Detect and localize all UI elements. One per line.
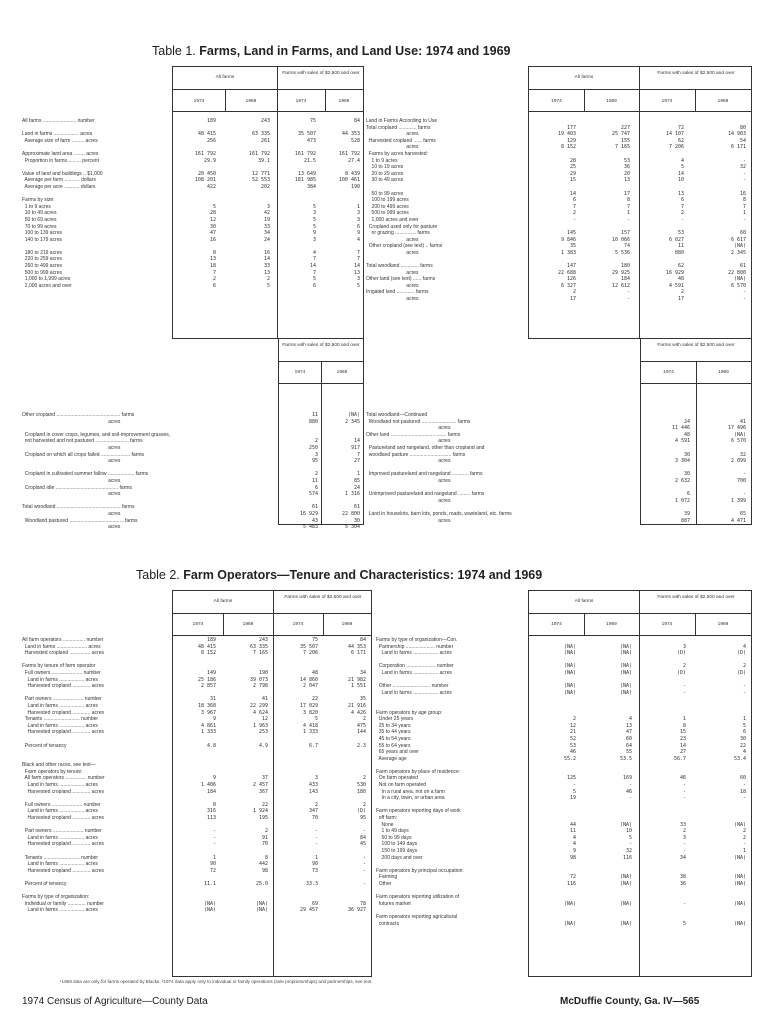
- t1lr-hdr-y74: 1974: [663, 370, 674, 375]
- t1-left-s74: 75 35 507 473 161 792 21.5 13 649 181 985 384 5 3 5 5 9 3 4 7 14 7 5 6: [294, 118, 316, 289]
- t2-hdr-y74s: 1974: [292, 622, 304, 627]
- t2-hdr-sales: Farms with sales of $2,500 and over: [284, 595, 362, 600]
- t1lr-hdr-y69: 1969: [718, 370, 729, 375]
- t1-left-s69: 84 44 353 528 161 792 27.4 8 439 100 461 190 1 3 3 6 9 4 7 7 14 13 3 5: [338, 118, 360, 289]
- t1ll-hdr-y74: 1974: [294, 370, 306, 375]
- t2r-hdr-all: All farms: [574, 599, 594, 604]
- table1-left-header: [172, 66, 364, 112]
- t2-right-s74: 3 (D) 2 (D) - - 1 8 15 23 14 27 56.7 46 - - - 33 2 3 - - 34 38 36 - 5: [673, 643, 686, 927]
- t1-lower-left-s74: 11 880 2 250 3 95 2 11 6 574 61 16 929 43 5 483: [299, 412, 318, 531]
- t2r-hdr-y74s: 1974: [661, 622, 673, 627]
- t2-right-a74: (NA) (NA) (NA) (NA) (NA) (NA) 2 12 21 52 53 46 55.2 125 - 5 19 44 11 4 4 9 98 72 116 (NA) (NA): [563, 643, 576, 927]
- t1-left-a74: 189 48 415 256 161 792 29.9 20 450 108 201 422 5 28 12 30 47 16 8 13 18 7 2 6: [194, 118, 216, 289]
- table2-number: Table 2.: [136, 568, 180, 582]
- t1-lower-right-s69: 41 17 496 (NA) 6 570 32 2 099 - 700 - 1 399 65 4 471: [727, 418, 746, 524]
- t1r-hdr-y69s: 1969: [717, 99, 729, 104]
- t1r-hdr-y69a: 1969: [606, 99, 617, 104]
- t1r-hdr-sales: Farms with sales of $2,500 and over: [657, 71, 735, 76]
- footer-publication: 1974 Census of Agriculture—County Data: [22, 996, 208, 1007]
- table1-title-text: Farms, Land in Farms, and Land Use: 1974 and 1969: [199, 44, 511, 58]
- t2-hdr-y74a: 1974: [192, 622, 204, 627]
- t2-hdr-all: All farms: [213, 599, 233, 604]
- t1-right-a74: 177 19 403 129 8 152 28 25 29 15 14 6 7 2 - 145 9 846 35 1 383 147 22 688 126 6 327 2 17: [557, 124, 576, 303]
- t1-hdr-y74s: 1974: [295, 99, 307, 104]
- footer-county-page: McDuffie County, Ga. IV—565: [560, 996, 700, 1007]
- t1ll-hdr-sales: Farms with sales of $2,500 and over: [282, 343, 360, 348]
- t1-hdr-all: All farms: [215, 75, 235, 80]
- t1-right-labels: Land in Farms According to Use Total cropland ............. farms acres Harvested cropland ...... farms acres Farms by acres harvested: 1 to 9 acres 10 to 19 acres 20 to 29 acres 30 to 49 acres 50 to 99 acres 100 to 199 acres 200 to 499 acres 500 to 999 acres 1,000 acres and over Cropland used only for pasture or grazing ............... farms acres Other cropland (see text) .. farms acres Total woodland ............. farms acres Other land (see text) ...... farms acres Irrigated land ............. farms acres: [366, 118, 443, 303]
- t1-hdr-y74a: 1974: [193, 99, 205, 104]
- t1-lower-left-s69: (NA) 2 345 14 917 7 27 1 85 24 1 316 61 22 800 30 5 304: [341, 412, 360, 531]
- table2-left-header: [172, 590, 372, 636]
- t2-left-s69: 84 44 353 6 171 34 21 982 1 551 35 21 916 4 426 2 475 144 2.3 2 530 180 2 (D) 95 - 84 45 - - - - 78 36 927: [347, 637, 366, 914]
- t2-right-a69: (NA) (NA) (NA) (NA) (NA) (NA) 4 13 47 60 64 55 53.5 169 - 46 - (NA) 10 5 - 32 116 (NA) (NA) (NA) (NA): [619, 643, 632, 927]
- table2-right-header: [528, 590, 752, 636]
- t2-left-s74: 75 35 507 7 206 48 14 860 2 047 22 17 029 3 820 5 4 418 1 333 6.7 3 433 143 2 347 70 - - - 1 90 73 33.3 69 29 457: [299, 637, 318, 914]
- table1-title: [152, 44, 510, 58]
- t1-hdr-y69a: 1969: [245, 99, 257, 104]
- t2r-hdr-y69a: 1969: [606, 622, 617, 627]
- t2-left-a69: 243 63 335 7 165 190 39 073 2 798 41 22 299 4 624 12 1 963 253 4.9 37 2 457 367 22 1 924 195 2 91 70 8 442 98 25.0 (NA) (NA): [249, 637, 268, 914]
- t1lr-hdr-sales: Farms with sales of $2,500 and over: [657, 343, 735, 348]
- t2-left-a74: 189 48 415 8 152 149 25 186 2 857 31 18 368 3 967 9 4 861 1 333 4.8 9 1 406 184 8 316 113 - - - 1 90 72 11.1 (NA) (NA): [197, 637, 216, 914]
- t2-hdr-y69s: 1969: [341, 622, 353, 627]
- t1r-hdr-y74a: 1974: [551, 99, 562, 104]
- t2r-hdr-sales: Farms with sales of $2,500 and over: [657, 595, 735, 600]
- t1-left-a69: 243 63 335 261 161 792 39.1 12 771 52 553 202 3 42 19 33 34 24 16 14 33 13 2 5: [248, 118, 270, 289]
- t1-lower-right-labels: Total woodland—Continued Woodland not pastured ......................... farms acres Other land ........................................ farms acres Pastureland and rangeland, other than cropland and woodland pasture .............................. farms acres Improved pastureland and rangeland ............ farms acres Unimproved pastureland and rangeland ......... farms acres Land in houselots, barn lots, ponds, roads, wasteland, etc. farms acres: [366, 412, 512, 524]
- t1r-hdr-y74s: 1974: [661, 99, 673, 104]
- t1ll-hdr-y69: 1969: [336, 370, 348, 375]
- t2-right-s69: 4 (D) 2 (D) - - 1 5 6 30 22 4 53.4 60 - 18 - (NA) 2 2 - 1 (NA) (NA) (NA) (NA) (NA): [733, 643, 746, 927]
- t2-left-labels: All farm operators ................ number Land in farms ...................... acres Harvested cropland ............... acres Farms by tenure of farm operator Full owners ...................... number Land in farms .................. acres Harvested cropland ............. acres Part owners ...................... number Land in farms .................. acres Harvested cropland ............. acres Tenants .......................... number Land in farms .................. acres Harvested cropland ............. acres Percent of tenancy Black and other races, see text— Farm operators by tenure: All farm operators ............... number Land in farms .................. acres Harvested cropland ............. acres Full owners ...................... number Land in farms .................. acres Harvested cropland ............. acres Part owners ...................... number Land in farms .................. acres Harvested cropland ............. acres Tenants .......................... number Land in farms .................. acres Harvested cropland ............. acres Percent of tenancy Farms by type of organization: Individual or family ............. number Land in farms .................. acres: [22, 637, 105, 914]
- t1-right-s69: 80 14 903 54 6 171 - 32 - - 16 8 7 1 - 60 6 617 (NA) 2 345 61 22 800 (NA) 6 570 - -: [727, 124, 746, 303]
- t1r-hdr-all: All farms: [574, 75, 594, 80]
- table2-title: [136, 568, 542, 582]
- t1-lower-right-s74: 24 11 446 48 4 591 30 3 304 30 2 632 6 1 072 39 887: [671, 418, 690, 524]
- t2r-hdr-y74a: 1974: [551, 622, 562, 627]
- table2-footnote: ¹1969 data are only for farms operated by Blacks. ²1974 data apply only to individual or family operations (sole proprietorships) and partnerships, see text.: [60, 979, 373, 984]
- table1-lower-right-header: [640, 338, 752, 384]
- t2r-hdr-y69s: 1969: [717, 622, 729, 627]
- t1-hdr-y69s: 1969: [338, 99, 350, 104]
- t2-right-labels: Farms by type of organization—Con. Partnership ..................... number Land in farms .................. acres Corporation ..................... number Land in farms .................. acres Other ........................... number Land in farms .................. acres Farm operators by age group: Under 25 years 25 to 34 years 35 to 44 years 45 to 54 years 55 to 64 years 65 years and over Average age Farm operators by place of residence: On farm operated Not on farm operated In a rural area, not on a farm In a city, town, or urban area Farm operators reporting days of work off farm: None 1 to 49 days 50 to 99 days 100 to 149 days 150 to 199 days 200 days and over Farm operators by principal occupation: Farming Other Farm operators reporting utilization of futures market Farm operators reporting agricultural contracts: [376, 637, 464, 927]
- t1-lower-left-labels: Other cropland .............................................. farms acres Cropland in cover crops, legumes, and soil-improvement grasses, not harvested and not pastured ........................ farms acres Cropland on which all crops failed ..................... farms acres Cropland in cultivated summer fallow ................... farms acres Cropland idle ............................................. farms acres Total woodland .............................................. farms acres Woodland pastured ....................................... farms acres: [22, 412, 171, 531]
- table1-right-header: [528, 66, 752, 112]
- table1-lower-left-header: [278, 338, 364, 384]
- t1-left-labels: All farms ........................ number Land in farms .................. acres Average size of farm ......... acres Approximate land area ........ acres Proportion in farms ......... percent Value of land and buildings .. $1,000 Average per farm ........... dollars Average per acre ........... dollars Farms by size: 1 to 9 acres 10 to 49 acres 50 to 69 acres 70 to 99 acres 100 to 139 acres 140 to 179 acres 180 to 219 acres 220 to 259 acres 260 to 499 acres 500 to 999 acres 1,000 to 1,999 acres 2,000 acres and over: [22, 118, 103, 289]
- table2-title-text: Farm Operators—Tenure and Characteristics: 1974 and 1969: [183, 568, 543, 582]
- t1-hdr-sales: Farms with sales of $2,500 and over: [282, 71, 360, 76]
- table1-number: Table 1.: [152, 44, 196, 58]
- t1-right-a69: 227 25 747 155 7 165 53 36 20 13 17 8 7 1 - 157 10 066 74 5 536 180 29 925 184 12 612 - -: [611, 124, 630, 303]
- t1-right-s74: 72 14 107 62 7 206 4 5 14 10 13 6 7 2 - 53 6 027 11 880 62 16 929 48 4 591 2 17: [665, 124, 684, 303]
- t2-hdr-y69a: 1969: [242, 622, 254, 627]
